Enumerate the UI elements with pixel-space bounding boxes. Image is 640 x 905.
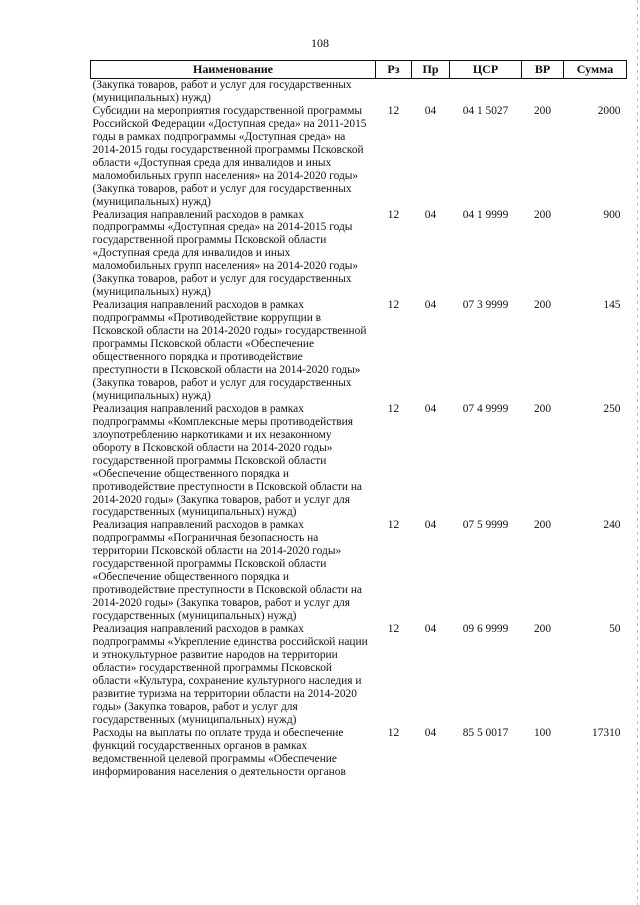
- row-rz: [376, 79, 412, 105]
- row-rz: 12: [387, 402, 400, 415]
- row-vr: 200: [533, 104, 552, 117]
- row-sum: 250: [603, 402, 621, 415]
- row-csr: 04 1 5027: [462, 104, 509, 117]
- row-pr: 04: [424, 623, 437, 636]
- row-rz: 12: [387, 104, 400, 117]
- row-pr: 04: [424, 104, 437, 117]
- header-pr: Пр: [412, 61, 450, 79]
- table-row: [91, 105, 627, 209]
- table-row: [91, 727, 627, 779]
- row-sum: 17310: [592, 726, 621, 739]
- table-row: [91, 299, 627, 403]
- row-csr: 07 5 9999: [462, 519, 509, 532]
- row-sum: 145: [603, 299, 621, 312]
- header-vr: ВР: [522, 61, 564, 79]
- header-rz: Рз: [376, 61, 412, 79]
- row-vr: 200: [533, 519, 552, 532]
- row-pr: 04: [424, 299, 437, 312]
- header-name: Наименование: [91, 61, 376, 79]
- table-row: [91, 403, 627, 520]
- row-name: Реализация направлений расходов в рамках подпрограммы «Комплексные меры противодействия злоупотреблению наркотиками и их незаконному обороту в Псковской области на 2014-2020 годы» государственной программы Псковской области «Обеспечение общественного порядка и противодействие преступности в Псковской области на 2014-2020 годы» (Закупка товаров, работ и услуг для государственных (муниципальных) нужд): [92, 402, 362, 519]
- row-pr: 04: [424, 519, 437, 532]
- row-sum: 50: [609, 623, 621, 636]
- row-pr: 04: [424, 726, 437, 739]
- table-row: [91, 623, 627, 727]
- row-sum: [564, 79, 627, 105]
- table-row: [91, 519, 627, 623]
- budget-table: [90, 60, 627, 778]
- row-pr: 04: [424, 402, 437, 415]
- row-rz: 12: [387, 208, 400, 221]
- row-vr: 200: [533, 623, 552, 636]
- row-name: Реализация направлений расходов в рамках подпрограммы «Укрепление единства российской нации и этнокультурное развитие народов на территории области» государственной программы Псковской области «Культура, сохранение культурного наследия и развитие туризма на территории области на 2014-2020 годы» (Закупка товаров, работ и услуг для государственных (муниципальных) нужд): [92, 623, 368, 726]
- table-row: [91, 79, 627, 105]
- row-vr: [522, 79, 564, 105]
- row-sum: 900: [603, 208, 621, 221]
- row-name: Реализация направлений расходов в рамках подпрограммы «Доступная среда» на 2014-2015 годы государственной программы Псковской области «Доступная среда для инвалидов и иных маломобильных групп населения» на 2014-2020 годы» (Закупка товаров, работ и услуг для государственных (муниципальных) нужд): [92, 208, 359, 299]
- row-vr: 200: [533, 299, 552, 312]
- row-name: Реализация направлений расходов в рамках подпрограммы «Противодействие коррупции в Псковской области на 2014-2020 годы» государственной программы Псковской области «Обеспечение общественного порядка и противодействие преступности в Псковской области на 2014-2020 годы» (Закупка товаров, работ и услуг для государственных (муниципальных) нужд): [92, 299, 367, 402]
- row-csr: 07 4 9999: [462, 402, 509, 415]
- row-name: Субсидии на мероприятия государственной программы Российской Федерации «Доступная среда» на 2011-2015 годы в рамках подпрограммы «Доступная среда» на 2014-2015 годы государственной программы Псковской области «Доступная среда для инвалидов и иных маломобильных групп населения» на 2014-2020 годы» (Закупка товаров, работ и услуг для государственных (муниципальных) нужд): [92, 104, 367, 208]
- table-row: [91, 209, 627, 300]
- row-name: (Закупка товаров, работ и услуг для государственных (муниципальных) нужд): [92, 79, 352, 104]
- row-csr: 85 5 0017: [462, 726, 509, 739]
- row-vr: 200: [533, 208, 552, 221]
- row-rz: 12: [387, 623, 400, 636]
- row-csr: [450, 79, 522, 105]
- header-csr: ЦСР: [450, 61, 522, 79]
- row-name: Расходы на выплаты по оплате труда и обеспечение функций государственных органов в рамках ведомственной целевой программы «Обеспечение информирования населения о деятельности органов: [92, 726, 346, 778]
- scan-edge-divider: [637, 0, 638, 905]
- row-pr: 04: [424, 208, 437, 221]
- row-sum: 2000: [597, 104, 621, 117]
- row-csr: 07 3 9999: [462, 299, 509, 312]
- row-sum: 240: [603, 519, 621, 532]
- row-rz: 12: [387, 726, 400, 739]
- budget-table-container: [90, 60, 626, 778]
- header-sum: Сумма: [564, 61, 627, 79]
- row-rz: 12: [387, 299, 400, 312]
- table-header-row: [91, 61, 627, 79]
- row-csr: 04 1 9999: [462, 208, 509, 221]
- row-csr: 09 6 9999: [462, 623, 509, 636]
- row-pr: [412, 79, 450, 105]
- row-vr: 200: [533, 402, 552, 415]
- row-vr: 100: [533, 726, 552, 739]
- page-number: 108: [311, 36, 329, 50]
- row-name: Реализация направлений расходов в рамках подпрограммы «Пограничная безопасность на территории Псковской области на 2014-2020 годы» государственной программы Псковской области «Обеспечение общественного порядка и противодействие преступности в Псковской области на 2014-2020 годы» (Закупка товаров, работ и услуг для государственных (муниципальных) нужд): [92, 519, 362, 623]
- row-rz: 12: [387, 519, 400, 532]
